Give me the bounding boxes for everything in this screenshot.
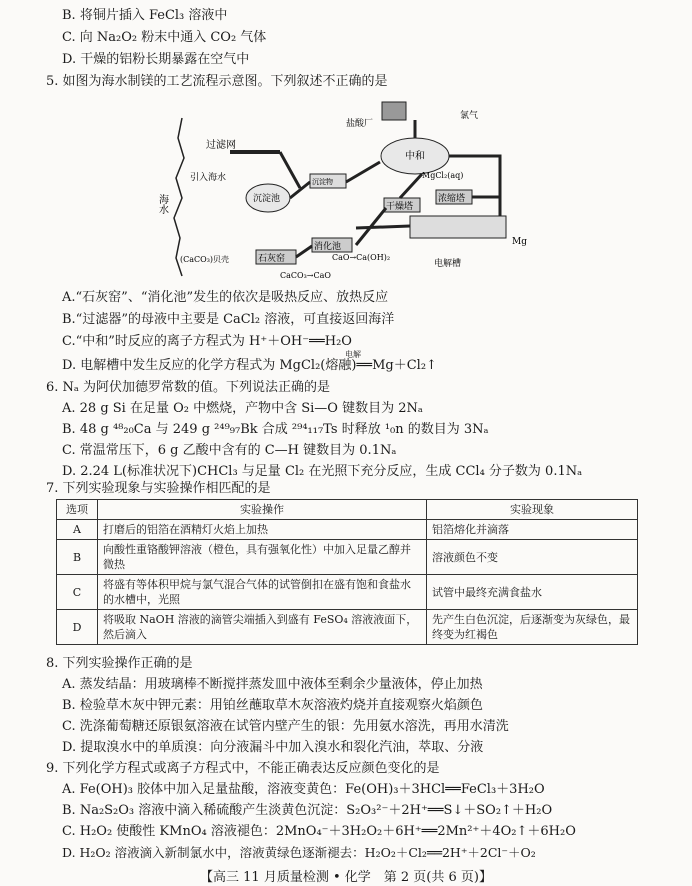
label-chlorine: 氯气 (460, 111, 479, 121)
row-option: C (57, 575, 98, 610)
q5-option-d: D. 电解槽中发生反应的化学方程式为 MgCl₂(熔融)══Mg＋Cl₂↑ (62, 358, 437, 373)
seawater-magnesium-process-diagram (156, 98, 540, 284)
experiment-table (56, 499, 638, 645)
q5-option-b: B.“过滤器”的母液中主要是 CaCl₂ 溶液，可直接返回海洋 (62, 312, 395, 327)
row-phenomenon: 先产生白色沉淀，后逐渐变为灰绿色，最终变为红褐色 (427, 610, 638, 645)
row-option: D (57, 610, 98, 645)
option-b: B. 将铜片插入 FeCl₃ 溶液中 (62, 8, 228, 23)
label-slaker: 消化池 (314, 242, 342, 252)
label-hcl-plant: 盐酸厂 (346, 119, 374, 129)
label-mgcl2: MgCl₂(aq) (422, 171, 464, 180)
label-electrolysis: 电解槽 (434, 259, 462, 269)
q5-electrolysis-note: 电解 (345, 350, 361, 359)
table-row (57, 520, 638, 540)
question-6-stem: 6. Nₐ 为阿伏加德罗常数的值。下列说法正确的是 (46, 380, 331, 395)
q5-option-c: C.“中和”时反应的离子方程式为 H⁺＋OH⁻══H₂O (62, 334, 352, 349)
label-kiln: 石灰窑 (258, 254, 286, 264)
label-sediment: 沉淀池 (253, 194, 281, 204)
table-header-option: 选项 (57, 500, 98, 520)
q8-option-b: B. 检验草木灰中钾元素：用铂丝蘸取草木灰溶液灼烧并直接观察火焰颜色 (62, 698, 483, 713)
table-row (57, 540, 638, 575)
table-header-operation: 实验操作 (98, 500, 427, 520)
option-d: D. 干燥的铝粉长期暴露在空气中 (62, 52, 250, 67)
row-option: B (57, 540, 98, 575)
row-operation: 将盛有等体积甲烷与氯气混合气体的试管倒扣在盛有饱和食盐水的水槽中，光照 (98, 575, 427, 610)
row-phenomenon: 铝箔熔化并滴落 (427, 520, 638, 540)
table-row (57, 575, 638, 610)
q8-option-a: A. 蒸发结晶：用玻璃棒不断搅拌蒸发皿中液体至剩余少量液体，停止加热 (62, 677, 483, 692)
question-7-stem: 7. 下列实验现象与实验操作相匹配的是 (46, 481, 271, 496)
q9-option-c: C. H₂O₂ 使酸性 KMnO₄ 溶液褪色：2MnO₄⁻＋3H₂O₂＋6H⁺══2Mn²⁺＋4O₂↑＋6H₂O (62, 824, 576, 839)
q8-option-d: D. 提取溴水中的单质溴：向分液漏斗中加入溴水和裂化汽油，萃取、分液 (62, 740, 484, 755)
table-row (57, 610, 638, 645)
q6-option-a: A. 28 g Si 在足量 O₂ 中燃烧，产物中含 Si—O 键数目为 2Nₐ (62, 401, 423, 416)
label-filtrate: 沉淀物 (312, 178, 333, 186)
label-shell: (CaCO₃)贝壳 (180, 255, 230, 264)
label-filter: 过滤网 (206, 140, 236, 151)
row-option: A (57, 520, 98, 540)
question-5-stem: 5. 如图为海水制镁的工艺流程示意图。下列叙述不正确的是 (46, 74, 388, 89)
row-operation: 打磨后的铝箔在酒精灯火焰上加热 (98, 520, 427, 540)
label-dryer: 干燥塔 (386, 202, 414, 212)
row-operation: 将吸取 NaOH 溶液的滴管尖端插入到盛有 FeSO₄ 溶液液面下，然后滴入 (98, 610, 427, 645)
q9-option-d: D. H₂O₂ 溶液滴入新制氯水中，溶液黄绿色逐渐褪去：H₂O₂＋Cl₂══2H⁺＋2Cl⁻＋O₂ (62, 845, 536, 860)
row-operation: 向酸性重铬酸钾溶液（橙色，具有强氧化性）中加入足量乙醇并微热 (98, 540, 427, 575)
q9-option-a: A. Fe(OH)₃ 胶体中加入足量盐酸，溶液变黄色：Fe(OH)₃＋3HCl══FeCl₃＋3H₂O (62, 782, 545, 797)
label-seawater: 海水 (156, 194, 168, 214)
row-phenomenon: 试管中最终充满食盐水 (427, 575, 638, 610)
q8-option-c: C. 洗涤葡萄糖还原银氨溶液在试管内壁产生的银：先用氨水溶洗，再用水清洗 (62, 719, 509, 734)
label-mg: Mg (512, 237, 527, 247)
question-9-stem: 9. 下列化学方程式或离子方程式中，不能正确表达反应颜色变化的是 (46, 761, 440, 776)
q6-option-d: D. 2.24 L(标准状况下)CHCl₃ 与足量 Cl₂ 在光照下充分反应，生成 CCl₄ 分子数为 0.1Nₐ (62, 464, 583, 479)
label-intake: 引入海水 (190, 173, 227, 183)
row-phenomenon: 溶液颜色不变 (427, 540, 638, 575)
q5-option-a: A.“石灰窑”、“消化池”发生的依次是吸热反应、放热反应 (62, 290, 389, 305)
table-header-phenomenon: 实验现象 (427, 500, 638, 520)
q6-option-c: C. 常温常压下，6 g 乙酸中含有的 C—H 键数目为 0.1Nₐ (62, 443, 397, 458)
label-neutralize: 中和 (405, 151, 425, 162)
page-footer: 【高三 11 月质量检测 • 化学 第 2 页(共 6 页)】 (200, 870, 492, 885)
label-reaction1: CaCO₃→CaO (280, 271, 331, 280)
label-reaction2: CaO→Ca(OH)₂ (332, 253, 391, 262)
question-8-stem: 8. 下列实验操作正确的是 (46, 656, 193, 671)
option-c: C. 向 Na₂O₂ 粉末中通入 CO₂ 气体 (62, 30, 267, 45)
label-concentrator: 浓缩塔 (438, 194, 466, 204)
q6-option-b: B. 48 g ⁴⁸₂₀Ca 与 249 g ²⁴⁹₉₇Bk 合成 ²⁹⁴₁₁₇Ts 时释放 ¹₀n 的数目为 3Nₐ (62, 422, 489, 437)
q9-option-b: B. Na₂S₂O₃ 溶液中滴入稀硫酸产生淡黄色沉淀：S₂O₃²⁻＋2H⁺══S↓＋SO₂↑＋H₂O (62, 803, 553, 818)
